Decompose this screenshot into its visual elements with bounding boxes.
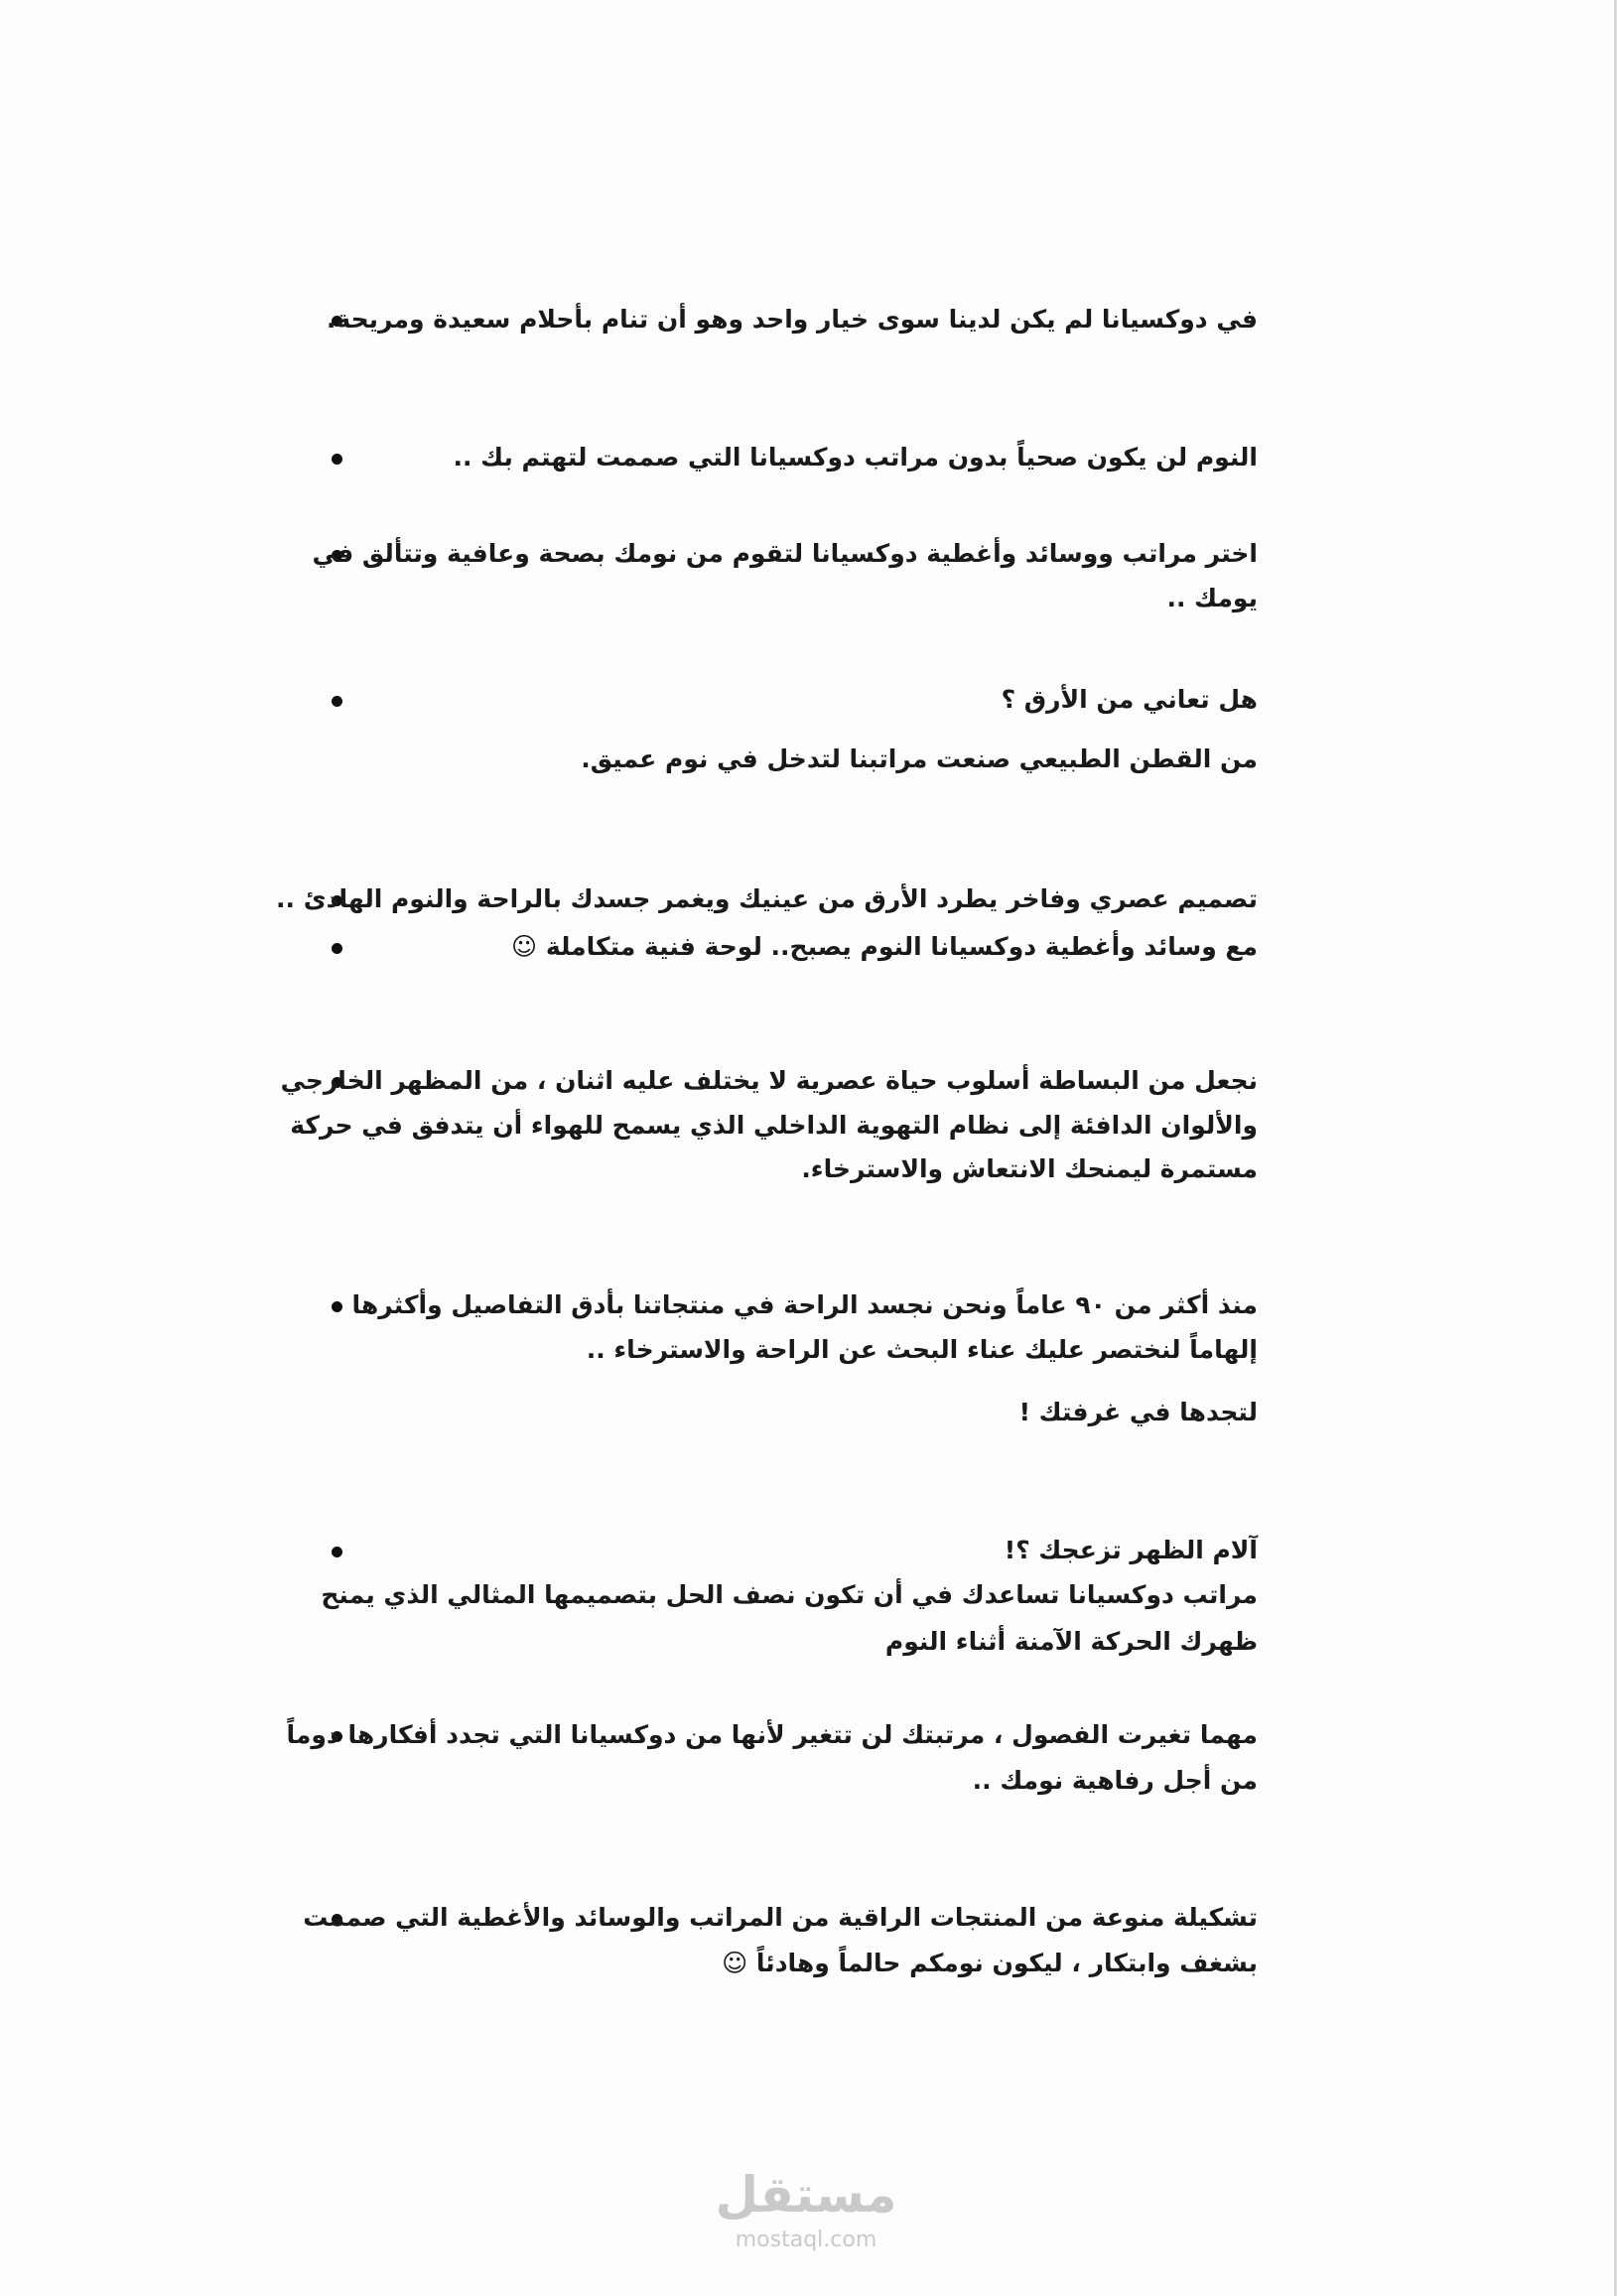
text-line: من القطن الطبيعي صنعت مراتبنا لتدخل في نوم عميق.: [581, 744, 1258, 773]
bullet: [332, 696, 342, 707]
text-line: بشغف وابتكار ، ليكون نومكم حالماً وهادئاً ☺: [722, 1949, 1258, 1977]
text-line: مراتب دوكسيانا تساعدك في أن تكون نصف الحل بتصميمها المثالي الذي يمنح: [321, 1580, 1258, 1609]
mostaql-logo: [707, 2166, 905, 2279]
bullet: [332, 1547, 342, 1557]
text-line: مع وسائد وأغطية دوكسيانا النوم يصبح.. لوحة فنية متكاملة ☺: [511, 932, 1258, 961]
logo-word: مستقل: [715, 2166, 897, 2224]
text-line: في دوكسيانا لم يكن لدينا سوى خيار واحد وهو أن تنام بأحلام سعيدة ومريحة.: [326, 305, 1258, 334]
text-line: النوم لن يكون صحياً بدون مراتب دوكسيانا التي صممت لتهتم بك ..: [453, 443, 1258, 472]
text-line: اختر مراتب ووسائد وأغطية دوكسيانا لتقوم من نومك بصحة وعافية وتتألق في: [312, 539, 1258, 568]
text-line: والألوان الدافئة إلى نظام التهوية الداخلي الذي يسمح للهواء أن يتدفق في حركة: [290, 1111, 1258, 1140]
logo-url: mostaql.com: [735, 2228, 877, 2252]
text-line: مستمرة ليمنحك الانتعاش والاسترخاء.: [801, 1154, 1258, 1183]
text-line: يومك ..: [1166, 584, 1258, 612]
text-line: من أجل رفاهية نومك ..: [972, 1766, 1258, 1795]
text-line: لتجدها في غرفتك !: [1018, 1398, 1258, 1426]
text-line: هل تعاني من الأرق ؟: [1001, 685, 1258, 714]
bullet: [332, 454, 342, 465]
bullet: [332, 1301, 342, 1312]
text-line: تصميم عصري وفاخر يطرد الأرق من عينيك ويغمر جسدك بالراحة والنوم الهادئ ..: [276, 884, 1258, 913]
text-line: آلام الظهر تزعجك ؟!: [1004, 1536, 1258, 1564]
text-line: تشكيلة منوعة من المنتجات الراقية من المراتب والوسائد والأغطية التي صممت: [303, 1903, 1258, 1932]
text-line: منذ أكثر من ٩٠ عاماً ونحن نجسد الراحة في منتجاتنا بأدق التفاصيل وأكثرها: [351, 1290, 1258, 1319]
text-line: مهما تغيرت الفصول ، مرتبتك لن تتغير لأنها من دوكسيانا التي تجدد أفكارها دوماً: [286, 1720, 1258, 1749]
text-line: ظهرك الحركة الآمنة أثناء النوم: [884, 1627, 1258, 1656]
bullet: [332, 943, 342, 954]
text-line: إلهاماً لنختصر عليك عناء البحث عن الراحة والاسترخاء ..: [586, 1335, 1258, 1364]
text-line: نجعل من البساطة أسلوب حياة عصرية لا يختلف عليه اثنان ، من المظهر الخارجي: [280, 1066, 1258, 1095]
